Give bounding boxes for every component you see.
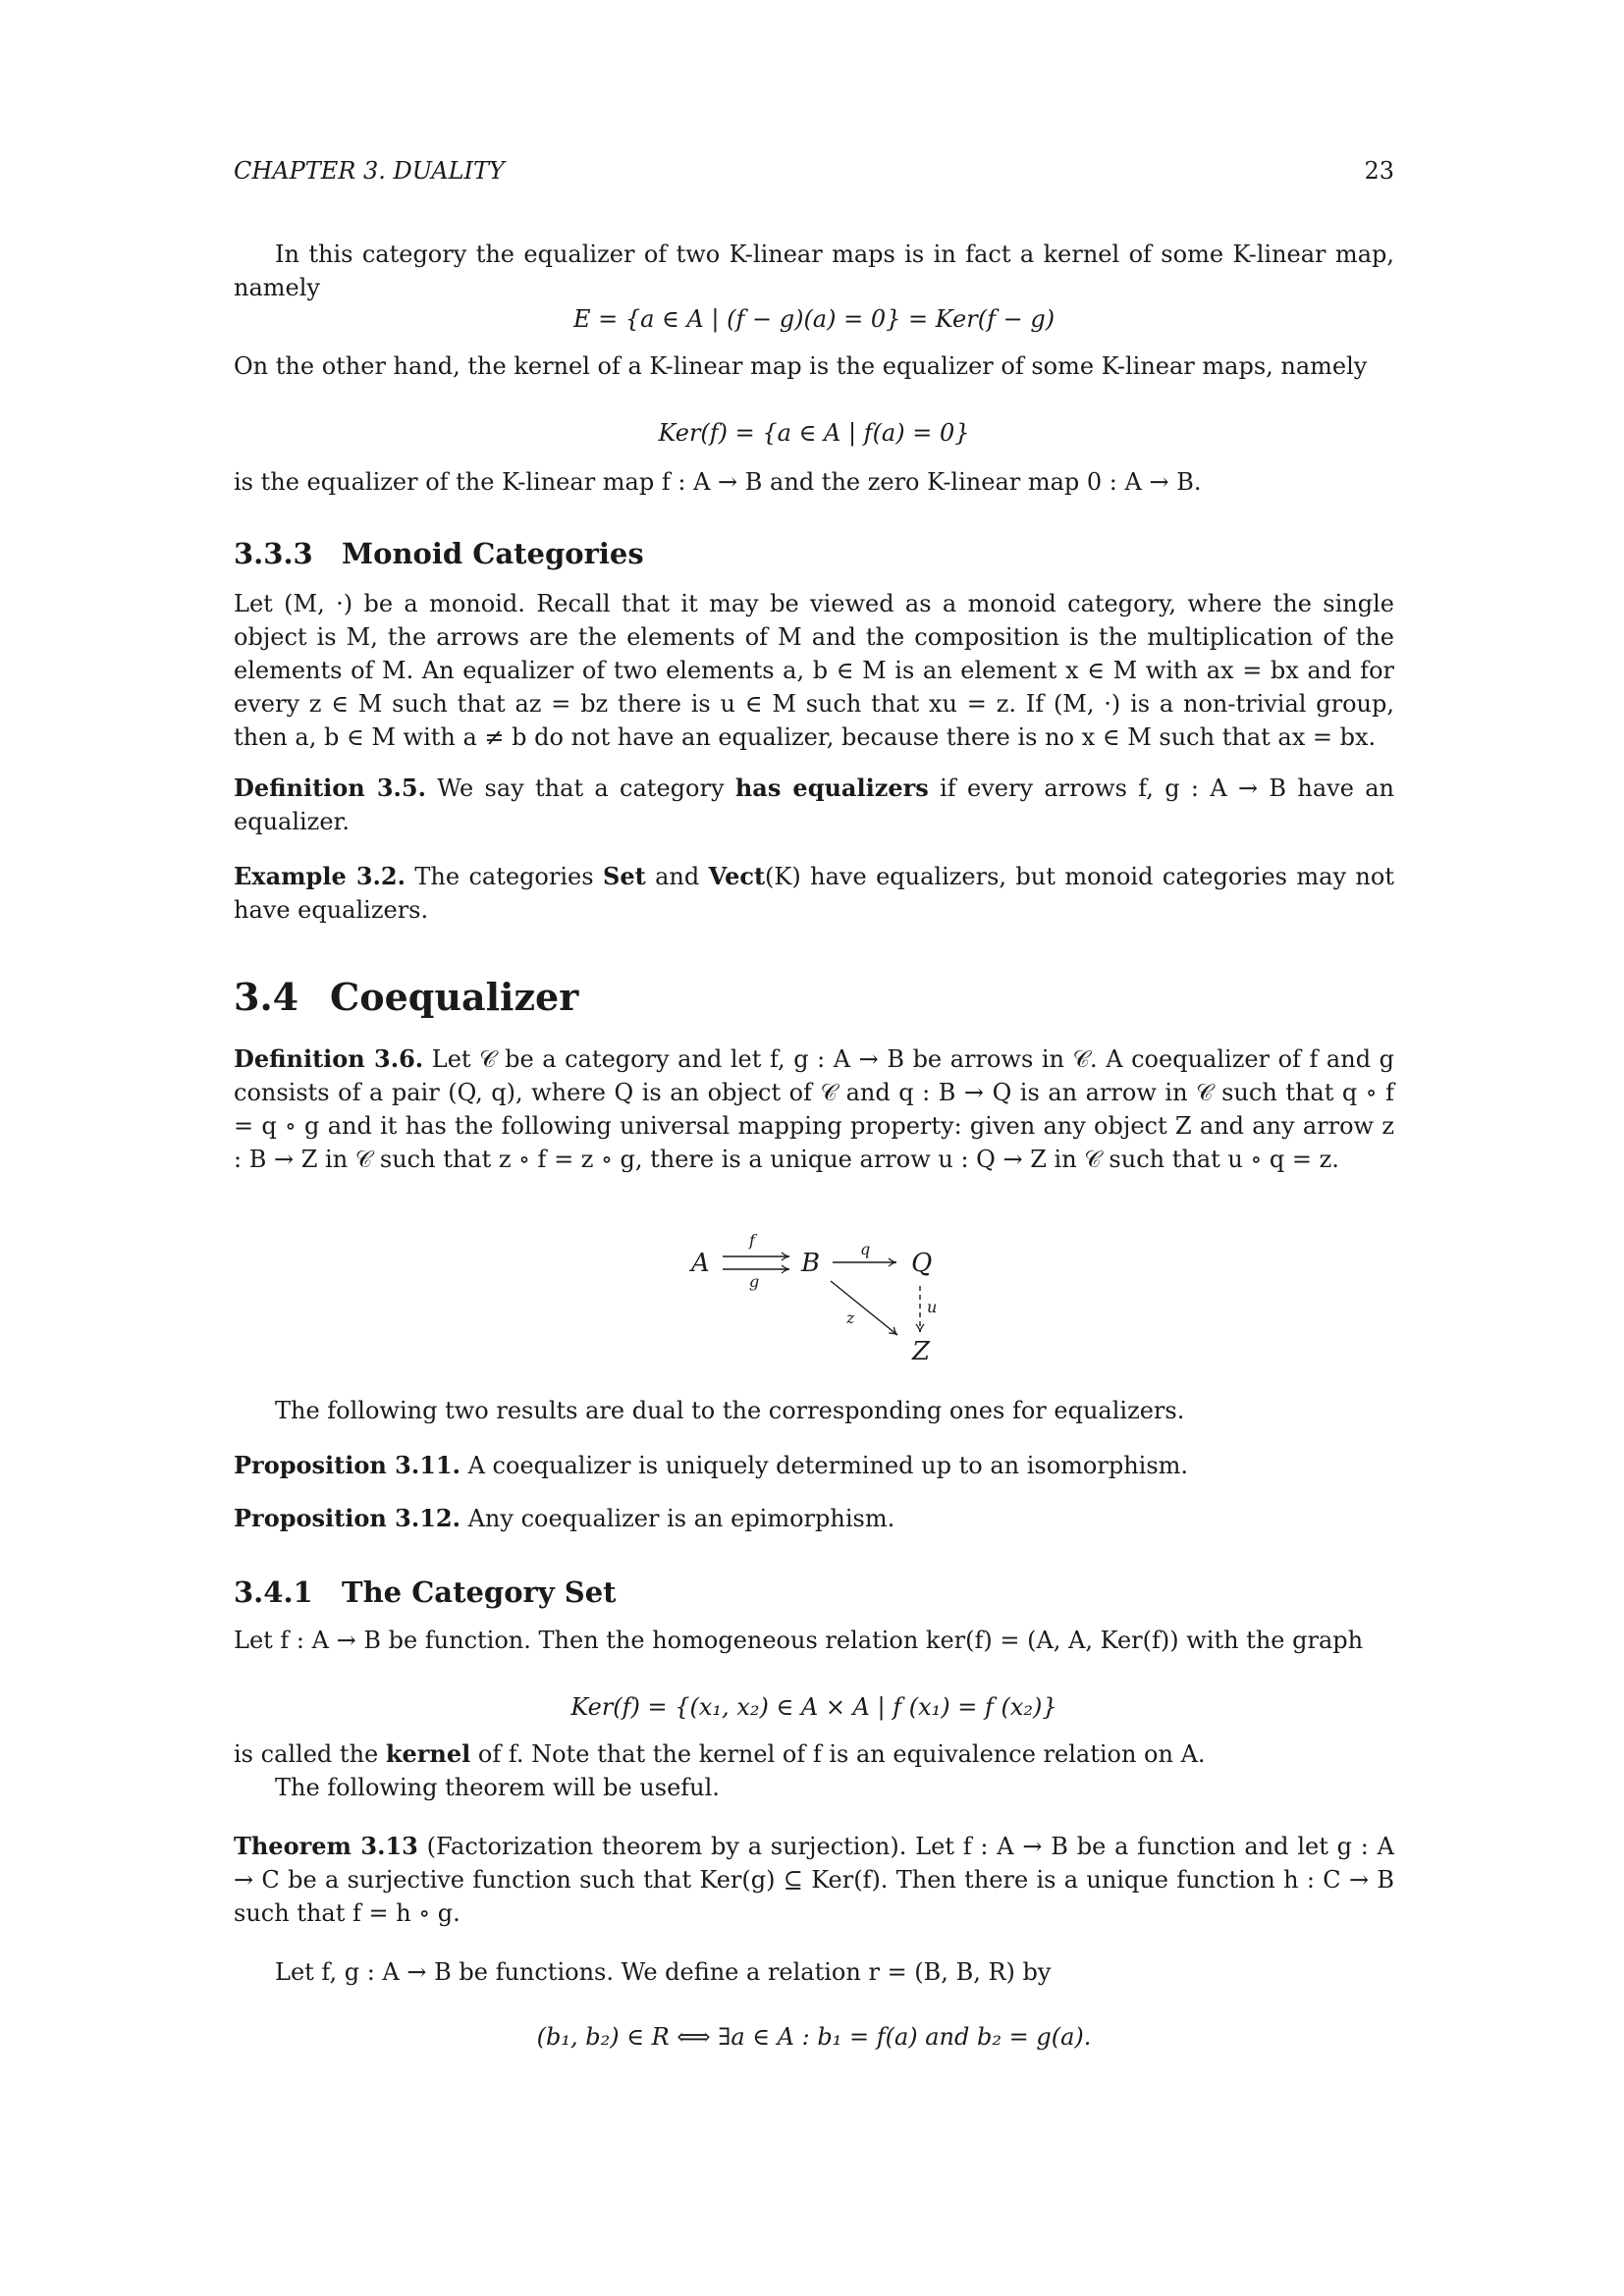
arrow-z bbox=[831, 1281, 897, 1335]
paragraph-equalizer-kernel: In this category the equalizer of two K-linear maps is in fact a kernel of some K-linear map, namely bbox=[234, 240, 1394, 301]
running-header bbox=[234, 157, 1394, 185]
text-post: of f. Note that the kernel of f is an equivalence relation on A. bbox=[477, 1740, 1206, 1768]
page-number: 23 bbox=[1364, 157, 1394, 185]
proposition-3-11 bbox=[234, 1449, 1394, 1482]
paragraph-kernel-equalizer: On the other hand, the kernel of a K-linear map is the equalizer of some K-linear maps, namely bbox=[234, 352, 1368, 380]
running-title: CHAPTER 3. DUALITY bbox=[234, 157, 505, 185]
section-title: Coequalizer bbox=[330, 975, 579, 1019]
definition-label: Definition 3.6. bbox=[234, 1044, 424, 1073]
paragraph-monoid: Let (M, ·) be a monoid. Recall that it may be viewed as a monoid category, where the single object is M, the arrows are the elements of M and the composition is the multiplication of the elements of M. An equalizer of two elements a, b ∈ M is an element x ∈ M with ax = bx and for every z ∈ M such that az = bz there is u ∈ M such that xu = z. If (M, ·) is a non-trivial group, then a, b ∈ M with a ≠ b do not have an equalizer, because there is no x ∈ M such that ax = bx. bbox=[234, 590, 1394, 751]
paragraph-dual-results: The following two results are dual to the corresponding ones for equalizers. bbox=[275, 1397, 1185, 1424]
edge-label-q: q bbox=[860, 1240, 871, 1258]
example-label: Example 3.2. bbox=[234, 862, 406, 890]
example-term-vect: Vect bbox=[708, 862, 766, 890]
subsection-number: 3.3.3 bbox=[234, 537, 313, 570]
example-text-mid: and bbox=[655, 863, 700, 890]
term-kernel: kernel bbox=[385, 1739, 471, 1768]
paragraph-zero-map: is the equalizer of the K-linear map f : A → B and the zero K-linear map 0 : A → B. bbox=[234, 468, 1202, 496]
subsection-heading-monoid bbox=[234, 536, 1394, 571]
edge-label-u: u bbox=[927, 1298, 938, 1316]
proposition-text: A coequalizer is uniquely determined up to an isomorphism. bbox=[467, 1452, 1189, 1479]
equation-equalizer-set: E = {a ∈ A | (f − g)(a) = 0} = Ker(f − g) bbox=[572, 305, 1056, 333]
definition-3-6 bbox=[234, 1042, 1394, 1176]
section-number: 3.4 bbox=[234, 975, 299, 1019]
edge-label-z: z bbox=[846, 1308, 855, 1327]
example-text-post: (K) have equalizers, but monoid categories may not have equalizers. bbox=[234, 863, 1394, 924]
definition-label: Definition 3.5. bbox=[234, 774, 426, 802]
example-term-set: Set bbox=[602, 862, 646, 890]
example-3-2 bbox=[234, 860, 1394, 927]
node-B: B bbox=[801, 1249, 821, 1278]
equation-kernel-set: Ker(f) = {a ∈ A | f(a) = 0} bbox=[658, 419, 970, 447]
definition-3-5 bbox=[234, 772, 1394, 838]
definition-text: Let 𝒞 be a category and let f, g : A → B be arrows in 𝒞. A coequalizer of f and g consists of a pair (Q, q), where Q is an object of 𝒞 and q : B → Q is an arrow in 𝒞 such that q ∘ f = q ∘ g and it has the following universal mapping property: given any object Z and any arrow z : B → Z in 𝒞 such that z ∘ f = z ∘ g, there is a unique arrow u : Q → Z in 𝒞 such that u ∘ q = z. bbox=[234, 1045, 1394, 1173]
node-Q: Q bbox=[911, 1249, 933, 1278]
definition-text-post: if every arrows f, g : A → B have an equalizer. bbox=[234, 774, 1395, 835]
equation-kernel-graph: Ker(f) = {(x₁, x₂) ∈ A × A | f (x₁) = f (x₂)} bbox=[570, 1693, 1057, 1721]
subsection-number: 3.4.1 bbox=[234, 1575, 313, 1609]
edge-label-g: g bbox=[749, 1272, 760, 1291]
subsection-title: Monoid Categories bbox=[342, 537, 644, 570]
theorem-label: Theorem 3.13 bbox=[234, 1832, 418, 1860]
paragraph-theorem-intro: The following theorem will be useful. bbox=[275, 1774, 720, 1801]
section-heading-coequalizer bbox=[234, 976, 1394, 1019]
edge-label-f: f bbox=[749, 1231, 755, 1250]
proposition-label: Proposition 3.11. bbox=[234, 1451, 460, 1479]
text-pre: is called the bbox=[234, 1740, 379, 1768]
subsection-heading-category-set bbox=[234, 1575, 1394, 1610]
proposition-text: Any coequalizer is an epimorphism. bbox=[467, 1505, 895, 1532]
paragraph-homogeneous-relation: Let f : A → B be function. Then the homogeneous relation ker(f) = (A, A, Ker(f)) with the graph bbox=[234, 1627, 1364, 1654]
node-A: A bbox=[691, 1249, 710, 1278]
example-text-pre: The categories bbox=[414, 863, 594, 890]
theorem-3-13 bbox=[234, 1830, 1394, 1930]
commutative-diagram bbox=[668, 1217, 962, 1384]
proposition-3-12 bbox=[234, 1502, 1394, 1535]
equation-relation: (b₁, b₂) ∈ R ⟺ ∃a ∈ A : b₁ = f(a) and b₂ = g(a). bbox=[536, 2023, 1092, 2051]
paragraph-relation-definition: Let f, g : A → B be functions. We define a relation r = (B, B, R) by bbox=[275, 1958, 1052, 1986]
theorem-text: (Factorization theorem by a surjection). Let f : A → B be a function and let g : A → C be a surjective function such that Ker(g) ⊆ Ker(f). Then there is a unique function h : C → B such that f = h ∘ g. bbox=[234, 1833, 1395, 1927]
node-Z: Z bbox=[912, 1337, 931, 1366]
subsection-title: The Category Set bbox=[342, 1575, 617, 1609]
paragraph-kernel-definition bbox=[234, 1737, 1394, 1771]
definition-term: has equalizers bbox=[734, 774, 929, 802]
proposition-label: Proposition 3.12. bbox=[234, 1504, 460, 1532]
definition-text-pre: We say that a category bbox=[437, 774, 725, 802]
